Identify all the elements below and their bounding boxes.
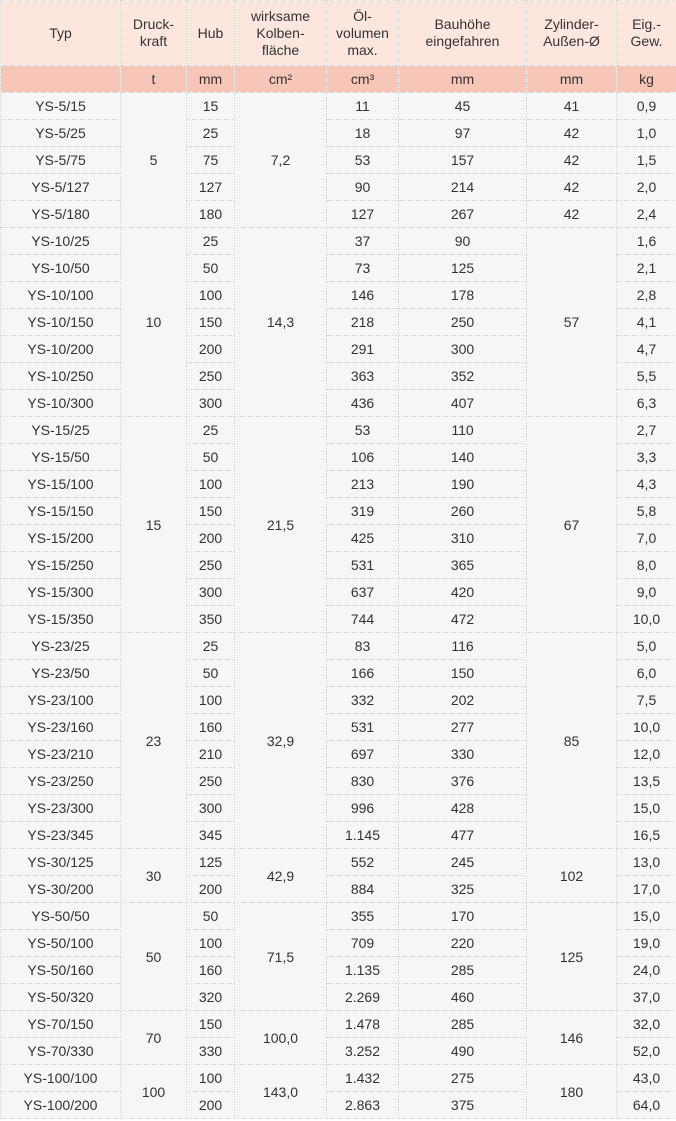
cell-typ: YS-70/150 [1,1011,121,1038]
unit-druckkraft: t [121,66,187,93]
cell-bauhoehe: 178 [399,282,527,309]
cell-gewicht: 6,3 [617,390,676,417]
cell-hub: 200 [187,1092,235,1119]
unit-bauhoehe: mm [399,66,527,93]
cell-hub: 100 [187,930,235,957]
cell-oelvolumen: 90 [327,174,399,201]
cell-oelvolumen: 213 [327,471,399,498]
cell-hub: 200 [187,525,235,552]
cell-hub: 300 [187,795,235,822]
table-row [1,147,676,174]
cell-typ: YS-23/345 [1,822,121,849]
cell-hub: 300 [187,390,235,417]
cell-zylinder: 67 [527,417,617,633]
cell-gewicht: 64,0 [617,1092,676,1119]
cell-bauhoehe: 190 [399,471,527,498]
cell-oelvolumen: 218 [327,309,399,336]
cell-gewicht: 52,0 [617,1038,676,1065]
cell-bauhoehe: 325 [399,876,527,903]
cell-oelvolumen: 996 [327,795,399,822]
cell-hub: 25 [187,633,235,660]
table-row [1,1065,676,1092]
cell-typ: YS-10/250 [1,363,121,390]
cell-typ: YS-70/330 [1,1038,121,1065]
cell-hub: 250 [187,363,235,390]
header-zylinder: Zylinder- Außen-Ø [527,1,617,66]
cell-oelvolumen: 3.252 [327,1038,399,1065]
cell-bauhoehe: 352 [399,363,527,390]
cell-gewicht: 15,0 [617,903,676,930]
cell-oelvolumen: 744 [327,606,399,633]
cell-zylinder: 41 [527,93,617,120]
cell-hub: 100 [187,687,235,714]
cell-hub: 345 [187,822,235,849]
cell-gewicht: 16,5 [617,822,676,849]
cell-gewicht: 4,1 [617,309,676,336]
cell-hub: 150 [187,498,235,525]
header-row [1,1,676,66]
cell-hub: 250 [187,768,235,795]
cell-gewicht: 13,5 [617,768,676,795]
cell-gewicht: 1,6 [617,228,676,255]
unit-kolbenflaeche: cm² [235,66,327,93]
cell-kolbenflaeche: 71,5 [235,903,327,1011]
cell-gewicht: 15,0 [617,795,676,822]
table-row [1,849,676,876]
table-row [1,633,676,660]
header-oelvolumen: Öl- volumen max. [327,1,399,66]
cell-kolbenflaeche: 100,0 [235,1011,327,1065]
cell-hub: 330 [187,1038,235,1065]
cell-bauhoehe: 376 [399,768,527,795]
cell-typ: YS-10/150 [1,309,121,336]
cell-gewicht: 19,0 [617,930,676,957]
cell-bauhoehe: 245 [399,849,527,876]
cell-bauhoehe: 45 [399,93,527,120]
table-row [1,174,676,201]
table-header [1,1,676,93]
cell-typ: YS-30/125 [1,849,121,876]
cell-oelvolumen: 830 [327,768,399,795]
cell-zylinder: 125 [527,903,617,1011]
cell-bauhoehe: 214 [399,174,527,201]
cell-typ: YS-5/180 [1,201,121,228]
cell-bauhoehe: 365 [399,552,527,579]
cell-typ: YS-10/25 [1,228,121,255]
cell-kolbenflaeche: 143,0 [235,1065,327,1119]
cell-bauhoehe: 420 [399,579,527,606]
cell-hub: 250 [187,552,235,579]
cell-hub: 100 [187,282,235,309]
cell-hub: 160 [187,714,235,741]
cell-hub: 50 [187,903,235,930]
cell-typ: YS-50/100 [1,930,121,957]
cell-typ: YS-100/200 [1,1092,121,1119]
cell-hub: 50 [187,444,235,471]
cell-oelvolumen: 709 [327,930,399,957]
header-gewicht: Eig.- Gew. [617,1,676,66]
cell-gewicht: 32,0 [617,1011,676,1038]
cell-kolbenflaeche: 7,2 [235,93,327,228]
cell-typ: YS-5/127 [1,174,121,201]
cell-zylinder: 42 [527,147,617,174]
cell-oelvolumen: 11 [327,93,399,120]
cell-hub: 50 [187,660,235,687]
cell-oelvolumen: 884 [327,876,399,903]
cell-typ: YS-5/25 [1,120,121,147]
header-bauhoehe: Bauhöhe eingefahren [399,1,527,66]
cell-oelvolumen: 319 [327,498,399,525]
cell-gewicht: 24,0 [617,957,676,984]
cell-oelvolumen: 18 [327,120,399,147]
cell-gewicht: 13,0 [617,849,676,876]
unit-typ [1,66,121,93]
cell-gewicht: 2,7 [617,417,676,444]
cell-typ: YS-10/50 [1,255,121,282]
cell-hub: 25 [187,417,235,444]
cell-kolbenflaeche: 32,9 [235,633,327,849]
cell-typ: YS-23/50 [1,660,121,687]
cell-zylinder: 57 [527,228,617,417]
cell-hub: 350 [187,606,235,633]
cell-typ: YS-100/100 [1,1065,121,1092]
cell-typ: YS-15/250 [1,552,121,579]
cell-gewicht: 3,3 [617,444,676,471]
cell-bauhoehe: 157 [399,147,527,174]
cell-oelvolumen: 2.863 [327,1092,399,1119]
cell-bauhoehe: 310 [399,525,527,552]
cell-bauhoehe: 330 [399,741,527,768]
cell-hub: 127 [187,174,235,201]
header-kolbenflaeche: wirksame Kolben- fläche [235,1,327,66]
cell-hub: 100 [187,1065,235,1092]
cell-oelvolumen: 127 [327,201,399,228]
cell-bauhoehe: 97 [399,120,527,147]
cell-typ: YS-10/300 [1,390,121,417]
cell-gewicht: 4,7 [617,336,676,363]
cell-typ: YS-23/160 [1,714,121,741]
cell-gewicht: 10,0 [617,714,676,741]
cell-typ: YS-23/210 [1,741,121,768]
cell-bauhoehe: 407 [399,390,527,417]
cell-oelvolumen: 363 [327,363,399,390]
cell-oelvolumen: 83 [327,633,399,660]
cell-druckkraft: 10 [121,228,187,417]
cell-typ: YS-15/25 [1,417,121,444]
cell-oelvolumen: 1.135 [327,957,399,984]
cell-druckkraft: 15 [121,417,187,633]
cell-typ: YS-15/50 [1,444,121,471]
cell-oelvolumen: 1.432 [327,1065,399,1092]
cell-gewicht: 0,9 [617,93,676,120]
cell-bauhoehe: 260 [399,498,527,525]
cell-kolbenflaeche: 21,5 [235,417,327,633]
table-row [1,228,676,255]
table-row [1,93,676,120]
table-row [1,417,676,444]
cell-bauhoehe: 490 [399,1038,527,1065]
cell-bauhoehe: 202 [399,687,527,714]
cell-gewicht: 17,0 [617,876,676,903]
cell-gewicht: 43,0 [617,1065,676,1092]
cell-hub: 150 [187,309,235,336]
cell-bauhoehe: 150 [399,660,527,687]
cell-oelvolumen: 1.145 [327,822,399,849]
cell-typ: YS-23/300 [1,795,121,822]
table-row [1,201,676,228]
cell-druckkraft: 5 [121,93,187,228]
cell-gewicht: 5,8 [617,498,676,525]
cell-druckkraft: 30 [121,849,187,903]
cell-typ: YS-15/100 [1,471,121,498]
cell-typ: YS-5/15 [1,93,121,120]
table-row [1,120,676,147]
cell-oelvolumen: 106 [327,444,399,471]
cell-gewicht: 2,0 [617,174,676,201]
cell-typ: YS-50/320 [1,984,121,1011]
cell-hub: 200 [187,876,235,903]
cell-typ: YS-10/200 [1,336,121,363]
cell-typ: YS-15/150 [1,498,121,525]
cell-hub: 50 [187,255,235,282]
cell-typ: YS-10/100 [1,282,121,309]
cell-hub: 25 [187,228,235,255]
cell-zylinder: 146 [527,1011,617,1065]
cell-bauhoehe: 428 [399,795,527,822]
cell-gewicht: 2,8 [617,282,676,309]
cell-oelvolumen: 355 [327,903,399,930]
cell-oelvolumen: 531 [327,552,399,579]
cell-hub: 180 [187,201,235,228]
unit-gewicht: kg [617,66,676,93]
cell-oelvolumen: 53 [327,417,399,444]
cell-gewicht: 7,5 [617,687,676,714]
cell-hub: 25 [187,120,235,147]
cell-kolbenflaeche: 14,3 [235,228,327,417]
cell-oelvolumen: 436 [327,390,399,417]
cell-hub: 100 [187,471,235,498]
cell-bauhoehe: 90 [399,228,527,255]
cell-bauhoehe: 275 [399,1065,527,1092]
cell-gewicht: 12,0 [617,741,676,768]
cell-gewicht: 9,0 [617,579,676,606]
cell-oelvolumen: 552 [327,849,399,876]
cell-typ: YS-50/160 [1,957,121,984]
cell-bauhoehe: 110 [399,417,527,444]
cell-typ: YS-15/350 [1,606,121,633]
cell-druckkraft: 100 [121,1065,187,1119]
cell-druckkraft: 50 [121,903,187,1011]
cell-oelvolumen: 166 [327,660,399,687]
cell-typ: YS-23/250 [1,768,121,795]
cell-zylinder: 42 [527,174,617,201]
cell-oelvolumen: 37 [327,228,399,255]
table-row [1,1011,676,1038]
header-druckkraft: Druck- kraft [121,1,187,66]
cell-hub: 320 [187,984,235,1011]
cell-oelvolumen: 1.478 [327,1011,399,1038]
cell-bauhoehe: 170 [399,903,527,930]
cell-typ: YS-30/200 [1,876,121,903]
cell-zylinder: 180 [527,1065,617,1119]
unit-hub: mm [187,66,235,93]
cell-gewicht: 8,0 [617,552,676,579]
cell-hub: 200 [187,336,235,363]
cell-bauhoehe: 285 [399,957,527,984]
cell-gewicht: 1,0 [617,120,676,147]
cell-bauhoehe: 140 [399,444,527,471]
cell-bauhoehe: 220 [399,930,527,957]
cell-bauhoehe: 125 [399,255,527,282]
cell-druckkraft: 23 [121,633,187,849]
cell-typ: YS-15/200 [1,525,121,552]
cell-oelvolumen: 73 [327,255,399,282]
cell-gewicht: 37,0 [617,984,676,1011]
cell-hub: 160 [187,957,235,984]
cell-bauhoehe: 300 [399,336,527,363]
cell-gewicht: 5,0 [617,633,676,660]
cell-gewicht: 5,5 [617,363,676,390]
cell-bauhoehe: 250 [399,309,527,336]
cell-hub: 300 [187,579,235,606]
table-body [1,93,676,1119]
cell-bauhoehe: 375 [399,1092,527,1119]
cell-oelvolumen: 697 [327,741,399,768]
unit-oelvolumen: cm³ [327,66,399,93]
cell-typ: YS-5/75 [1,147,121,174]
cell-typ: YS-15/300 [1,579,121,606]
cell-bauhoehe: 285 [399,1011,527,1038]
cell-typ: YS-50/50 [1,903,121,930]
cell-oelvolumen: 146 [327,282,399,309]
cell-bauhoehe: 277 [399,714,527,741]
cell-gewicht: 7,0 [617,525,676,552]
cell-gewicht: 2,1 [617,255,676,282]
cell-bauhoehe: 460 [399,984,527,1011]
header-hub: Hub [187,1,235,66]
cell-oelvolumen: 53 [327,147,399,174]
cell-typ: YS-23/100 [1,687,121,714]
unit-zylinder: mm [527,66,617,93]
cell-oelvolumen: 332 [327,687,399,714]
cell-zylinder: 42 [527,201,617,228]
cell-druckkraft: 70 [121,1011,187,1065]
cell-gewicht: 6,0 [617,660,676,687]
cell-hub: 210 [187,741,235,768]
cell-bauhoehe: 472 [399,606,527,633]
cell-zylinder: 102 [527,849,617,903]
cell-oelvolumen: 425 [327,525,399,552]
table-row [1,903,676,930]
cell-oelvolumen: 291 [327,336,399,363]
cell-oelvolumen: 531 [327,714,399,741]
cell-hub: 75 [187,147,235,174]
cell-bauhoehe: 267 [399,201,527,228]
cell-hub: 150 [187,1011,235,1038]
cell-zylinder: 85 [527,633,617,849]
cell-gewicht: 4,3 [617,471,676,498]
units-row [1,66,676,93]
cell-oelvolumen: 2.269 [327,984,399,1011]
header-typ: Typ [1,1,121,66]
cell-typ: YS-23/25 [1,633,121,660]
cell-hub: 15 [187,93,235,120]
cell-gewicht: 10,0 [617,606,676,633]
cell-kolbenflaeche: 42,9 [235,849,327,903]
cell-zylinder: 42 [527,120,617,147]
cell-bauhoehe: 477 [399,822,527,849]
cell-bauhoehe: 116 [399,633,527,660]
cell-hub: 125 [187,849,235,876]
cell-gewicht: 2,4 [617,201,676,228]
cell-oelvolumen: 637 [327,579,399,606]
cell-gewicht: 1,5 [617,147,676,174]
